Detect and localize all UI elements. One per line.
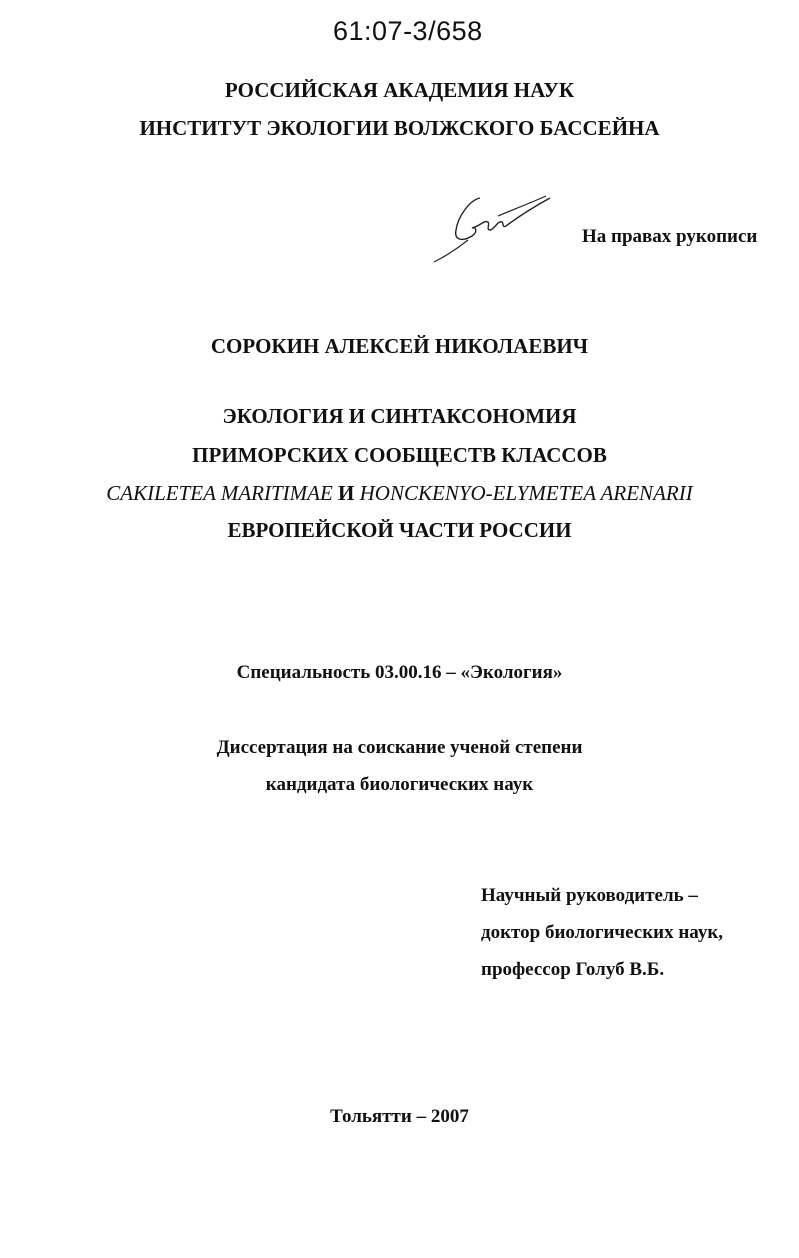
manuscript-rights: На правах рукописи [582,226,758,247]
supervisor-line-3: профессор Голуб В.Б. [481,959,665,980]
city-year: Тольятти – 2007 [330,1106,469,1127]
degree-line-1: Диссертация на соискание ученой степени [216,737,583,758]
academy-name: РОССИЙСКАЯ АКАДЕМИЯ НАУК [224,78,575,102]
title-line-1: ЭКОЛОГИЯ И СИНТАКСОНОМИЯ [222,404,577,428]
degree-line-2: кандидата биологических наук [265,774,534,795]
title-line-2: ПРИМОРСКИХ СООБЩЕСТВ КЛАССОВ [192,443,607,467]
class-name-cakiletea: CAKILETEA MARITIMAE [106,481,333,505]
title-line-4: ЕВРОПЕЙСКОЙ ЧАСТИ РОССИИ [227,518,572,542]
class-name-honckenyo: HONCKENYO-ELYMETEA ARENARII [359,481,693,505]
title-line-3 [0,479,799,507]
catalog-number: 61:07-3/658 [333,16,483,46]
supervisor-line-2: доктор биологических наук, [481,922,724,943]
specialty: Специальность 03.00.16 – «Экология» [236,662,563,683]
author-name: СОРОКИН АЛЕКСЕЙ НИКОЛАЕВИЧ [210,334,589,358]
supervisor-line-1: Научный руководитель – [481,885,698,906]
author-signature [428,180,558,270]
title-conjunction: И [332,481,360,505]
institute-name: ИНСТИТУТ ЭКОЛОГИИ ВОЛЖСКОГО БАССЕЙНА [139,116,660,140]
